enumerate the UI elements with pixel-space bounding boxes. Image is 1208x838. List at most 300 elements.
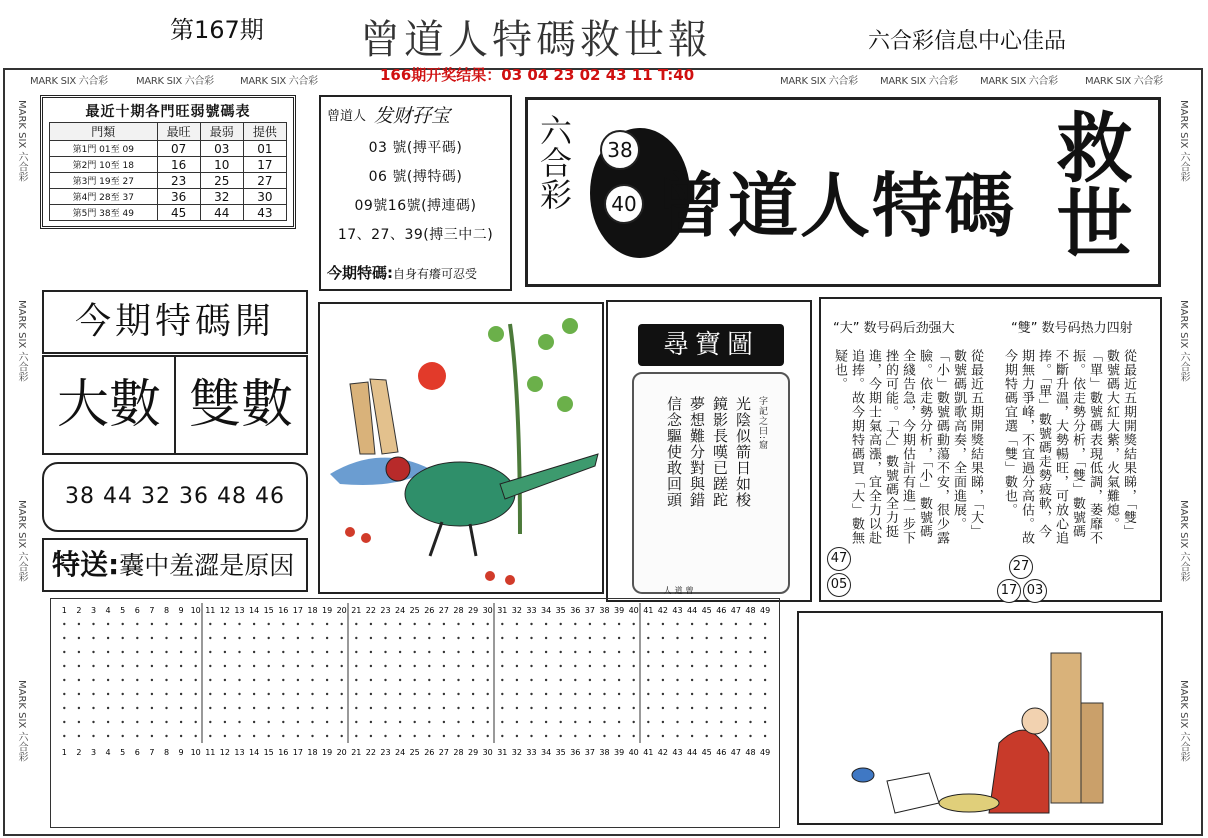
grid-dot [516,665,518,667]
grid-header-number: 31 [497,606,508,615]
cold-cell: 44 [200,205,243,221]
grid-dot [399,665,401,667]
lottery-ball: 05 [827,573,851,597]
grid-header-number: 44 [687,606,698,615]
grid-dot [326,693,328,695]
grid-dot [165,623,167,625]
grid-dot [224,735,226,737]
grid-dot [574,679,576,681]
poem-line: 光陰似箭日如梭 [734,396,752,508]
tips-special [327,262,477,283]
grid-header-number: 1 [61,606,67,615]
grid-dot [560,651,562,653]
grid-header-number: 10 [190,606,201,615]
grid-dot [224,623,226,625]
grid-dot [78,707,80,709]
grid-dot [297,637,299,639]
grid-dot [618,651,620,653]
number-trend-svg [51,599,781,829]
grid-dot [297,665,299,667]
grid-dot [560,693,562,695]
grid-dot [253,721,255,723]
grid-dot [545,735,547,737]
grid-dot [530,665,532,667]
grid-dot [195,651,197,653]
grid-dot [107,721,109,723]
grid-dot [574,651,576,653]
grid-dot [749,693,751,695]
open-heading: 今期特碼開 [42,290,308,354]
grid-dot [589,637,591,639]
grid-footer-number: 16 [278,748,289,757]
gate-cell: 第4門 28至 37 [50,189,158,205]
grid-dot [238,665,240,667]
grid-dot [691,707,693,709]
grid-dot [574,665,576,667]
grid-dot [355,679,357,681]
grid-dot [78,651,80,653]
cold-cell: 03 [200,141,243,157]
watermark: MARK SIX 六合彩 [1178,100,1189,182]
grid-dot [676,623,678,625]
grid-dot [633,735,635,737]
grid-dot [530,693,532,695]
grid-dot [662,707,664,709]
grid-dot [618,693,620,695]
grid-footer-number: 12 [219,748,230,757]
grid-dot [107,679,109,681]
grid-header-number: 46 [716,606,727,615]
grid-dot [530,637,532,639]
grid-dot [414,665,416,667]
table-row [50,189,287,205]
issue-number: 第167期 [170,16,264,44]
poem-line: 信念驅使敢回頭 [665,396,683,508]
grid-header-number: 7 [149,606,155,615]
grid-dot [720,693,722,695]
grid-dot [195,623,197,625]
grid-dot [355,651,357,653]
grid-dot [472,651,474,653]
grid-dot [662,693,664,695]
paper-shape [887,773,939,813]
grid-dot [268,637,270,639]
grid-dot [195,679,197,681]
grid-dot [224,665,226,667]
grid-dot [399,679,401,681]
grid-dot [530,651,532,653]
grid-dot [574,707,576,709]
grid-dot [195,637,197,639]
gate-cell: 第1門 01至 09 [50,141,158,157]
watermark: MARK SIX 六合彩 [240,76,318,87]
grid-dot [516,679,518,681]
grid-footer-number: 34 [541,748,552,757]
grid-dot [589,665,591,667]
grid-dot [414,721,416,723]
grid-header-number: 3 [90,606,97,615]
hot-cell: 23 [157,173,200,189]
grid-dot [647,665,649,667]
grid-dot [574,693,576,695]
cold-cell: 32 [200,189,243,205]
grid-dot [253,651,255,653]
grid-header-number: 28 [453,606,464,615]
grid-dot [253,637,255,639]
grid-dot [735,721,737,723]
analysis-panel [819,297,1162,602]
grid-dot [706,665,708,667]
watermark: MARK SIX 六合彩 [30,76,108,87]
grid-dot [443,665,445,667]
grid-dot [268,665,270,667]
grid-dot [136,637,138,639]
tip-line: 09號16號(搏連碼) [354,198,477,214]
grid-dot [180,693,182,695]
grid-dot [749,623,751,625]
grid-dot [457,651,459,653]
grid-dot [355,637,357,639]
grid-dot [253,665,255,667]
grid-dot [92,679,94,681]
grid-footer-number: 29 [468,748,479,757]
pheasant-legs [430,522,476,556]
grid-dot [487,721,489,723]
rock-shape [350,382,375,454]
grid-dot [253,623,255,625]
grid-dot [516,623,518,625]
grid-dot [662,651,664,653]
grid-dot [472,693,474,695]
grid-footer-number: 26 [424,748,435,757]
grid-dot [297,623,299,625]
grid-dot [720,665,722,667]
grid-dot [136,679,138,681]
grid-footer-number: 3 [90,748,97,757]
grid-header-number: 6 [134,606,140,615]
grid-dot [662,679,664,681]
grid-dot [370,707,372,709]
grid-header-number: 26 [424,606,435,615]
grid-dot [209,707,211,709]
grid-dot [224,637,226,639]
grid-dot [691,693,693,695]
grid-dot [384,735,386,737]
grid-dot [136,651,138,653]
poem-signature: 曾道人 [663,586,694,594]
grid-dot [633,721,635,723]
grid-dot [63,707,65,709]
grid-dot [253,693,255,695]
grid-footer-number: 1 [61,748,67,757]
grid-header-number: 36 [570,606,581,615]
pheasant-tail [500,454,598,499]
grid-dot [78,637,80,639]
grid-dot [341,721,343,723]
grid-dot [355,623,357,625]
grid-dot [63,693,65,695]
oldman-drawing [799,613,1163,825]
grid-dot [326,735,328,737]
grid-dot [516,735,518,737]
gift-text: 囊中羞澀是原因 [119,551,295,580]
grid-dot [501,679,503,681]
grid-dot [472,721,474,723]
grid-dot [676,721,678,723]
grid-dot [720,707,722,709]
grid-dot [720,623,722,625]
grid-dot [370,735,372,737]
grid-header-number: 14 [249,606,260,615]
watermark: MARK SIX 六合彩 [16,100,27,182]
grid-dot [238,637,240,639]
grid-dot [501,665,503,667]
grid-dot [749,679,751,681]
grid-dot [63,623,65,625]
grid-dot [370,693,372,695]
tips-brand: 发财孖宝 [374,105,451,127]
tip-line: 03 號(搏平碼) [368,140,463,156]
hot-cold-table [49,122,287,221]
hot-cell: 45 [157,205,200,221]
grid-dot [399,693,401,695]
grid-dot [122,623,124,625]
grid-footer-number: 17 [292,748,303,757]
grid-dot [516,721,518,723]
oldman-illustration [797,611,1163,825]
grid-header-number: 18 [307,606,318,615]
tips-special-text: 自身有癢可忍受 [393,267,478,281]
grid-dot [326,623,328,625]
grid-dot [180,623,182,625]
grid-dot [414,693,416,695]
grid-dot [603,735,605,737]
grid-dot [764,735,766,737]
grid-footer-number: 20 [336,748,347,757]
grid-dot [545,665,547,667]
grid-dot [764,651,766,653]
recommended-numbers: 38 44 32 36 48 46 [42,462,308,532]
previous-result-banner: 166期开奖结果：03 04 23 02 43 11 T:40 [380,66,695,84]
grid-dot [107,651,109,653]
lottery-ball: 40 [604,184,644,224]
grid-header-number: 2 [76,606,82,615]
grid-dot [224,693,226,695]
tip-line: 06 號(搏特碼) [368,169,463,185]
grid-dot [560,665,562,667]
grid-dot [443,707,445,709]
watermark: MARK SIX 六合彩 [1178,500,1189,582]
grid-dot [764,707,766,709]
lottery-ball: 17 [997,579,1021,603]
grid-dot [297,735,299,737]
grid-footer-number: 49 [760,748,771,757]
grid-dot [706,623,708,625]
grid-dot [443,651,445,653]
grid-dot [618,679,620,681]
table-row [50,157,287,173]
grid-dot [691,651,693,653]
grid-footer-number: 38 [599,748,610,757]
grid-dot [282,637,284,639]
grid-dot [764,721,766,723]
grid-dot [443,693,445,695]
column-header: 門類 [50,123,158,141]
grid-header-number: 15 [263,606,274,615]
gate-cell: 第5門 38至 49 [50,205,158,221]
grid-dot [443,637,445,639]
grid-footer-number: 15 [263,748,274,757]
grid-dot [92,637,94,639]
tips-author: 曾道人 [327,109,367,124]
grid-dot [720,679,722,681]
grid-dot [457,623,459,625]
grid-dot [603,679,605,681]
grid-dot [224,707,226,709]
grid-dot [122,693,124,695]
grid-dot [238,721,240,723]
grid-header-number: 17 [292,606,303,615]
grid-footer-number: 42 [657,748,668,757]
flower-petal [345,527,355,537]
grid-dot [326,679,328,681]
big-number-label: 大數 [56,375,161,435]
grid-dot [224,651,226,653]
grid-dot [370,721,372,723]
grid-dot [749,651,751,653]
table-header-row [50,123,287,141]
leaf-shape [557,396,573,412]
offer-cell: 30 [243,189,286,205]
poem-scroll [632,372,790,594]
grid-dot [384,721,386,723]
grid-dot [297,707,299,709]
grid-dot [209,623,211,625]
grid-dot [516,637,518,639]
grid-dot [92,665,94,667]
grid-dot [647,721,649,723]
grid-dot [341,665,343,667]
grid-dot [574,637,576,639]
grid-dot [764,665,766,667]
grid-dot [487,623,489,625]
grid-dot [355,735,357,737]
grid-dot [560,679,562,681]
grid-header-number: 29 [468,606,479,615]
poem-note: 字記之曰:窟 [757,396,767,451]
grid-footer-number: 47 [730,748,741,757]
grid-dot [633,665,635,667]
grid-dot [764,679,766,681]
grid-dot [384,693,386,695]
grid-dot [472,623,474,625]
grid-dot [326,651,328,653]
lottery-ball: 27 [1009,555,1033,579]
hot-cold-table-panel [40,95,296,229]
grid-dot [764,623,766,625]
grid-dot [516,651,518,653]
grid-footer-number: 6 [134,748,140,757]
grid-dot [472,707,474,709]
grid-dot [180,637,182,639]
grid-dot [165,665,167,667]
grid-dot [545,693,547,695]
grid-dot [282,735,284,737]
grid-dot [107,665,109,667]
grid-header-number: 32 [511,606,522,615]
offer-cell: 01 [243,141,286,157]
grid-dot [209,651,211,653]
grid-dot [78,721,80,723]
oldman-head [1022,708,1048,734]
table-row [50,205,287,221]
table-row [50,173,287,189]
grid-footer-number: 48 [745,748,756,757]
watermark: MARK SIX 六合彩 [1178,680,1189,762]
grid-header-number: 47 [730,606,741,615]
grid-dot [311,623,313,625]
grid-dot [78,665,80,667]
grid-header-number: 13 [234,606,245,615]
grid-dot [706,679,708,681]
grid-dot [618,623,620,625]
grid-dot [151,735,153,737]
grid-dot [749,707,751,709]
grid-dot [180,679,182,681]
grid-dot [735,707,737,709]
grid-dot [297,721,299,723]
grid-dot [311,707,313,709]
watermark: MARK SIX 六合彩 [16,500,27,582]
grid-dot [107,735,109,737]
big-even-panel [42,355,308,455]
grid-dot [501,651,503,653]
grid-footer-number: 39 [614,748,625,757]
grid-dot [720,735,722,737]
grid-dot [209,735,211,737]
grid-dot [326,665,328,667]
grid-dot [122,637,124,639]
grid-header-number: 42 [657,606,668,615]
grid-dot [282,623,284,625]
grid-dot [676,707,678,709]
grid-dot [326,721,328,723]
grid-header-number: 8 [163,606,170,615]
grid-dot [443,721,445,723]
grid-header-number: 40 [628,606,639,615]
grid-footer-number: 36 [570,748,581,757]
grid-dot [720,651,722,653]
pheasant-illustration [318,302,604,594]
table-row [50,141,287,157]
grid-dot [282,651,284,653]
grid-dot [311,665,313,667]
grid-dot [268,735,270,737]
grid-dot [589,623,591,625]
grid-dot [63,721,65,723]
grid-dot [647,651,649,653]
grid-dot [151,637,153,639]
grid-dot [443,623,445,625]
grid-footer-number: 27 [438,748,449,757]
grid-dot [311,637,313,639]
grid-dot [355,721,357,723]
grid-dot [428,707,430,709]
grid-dot [165,637,167,639]
grid-dot [355,665,357,667]
grid-dot [428,735,430,737]
grid-dot [589,721,591,723]
